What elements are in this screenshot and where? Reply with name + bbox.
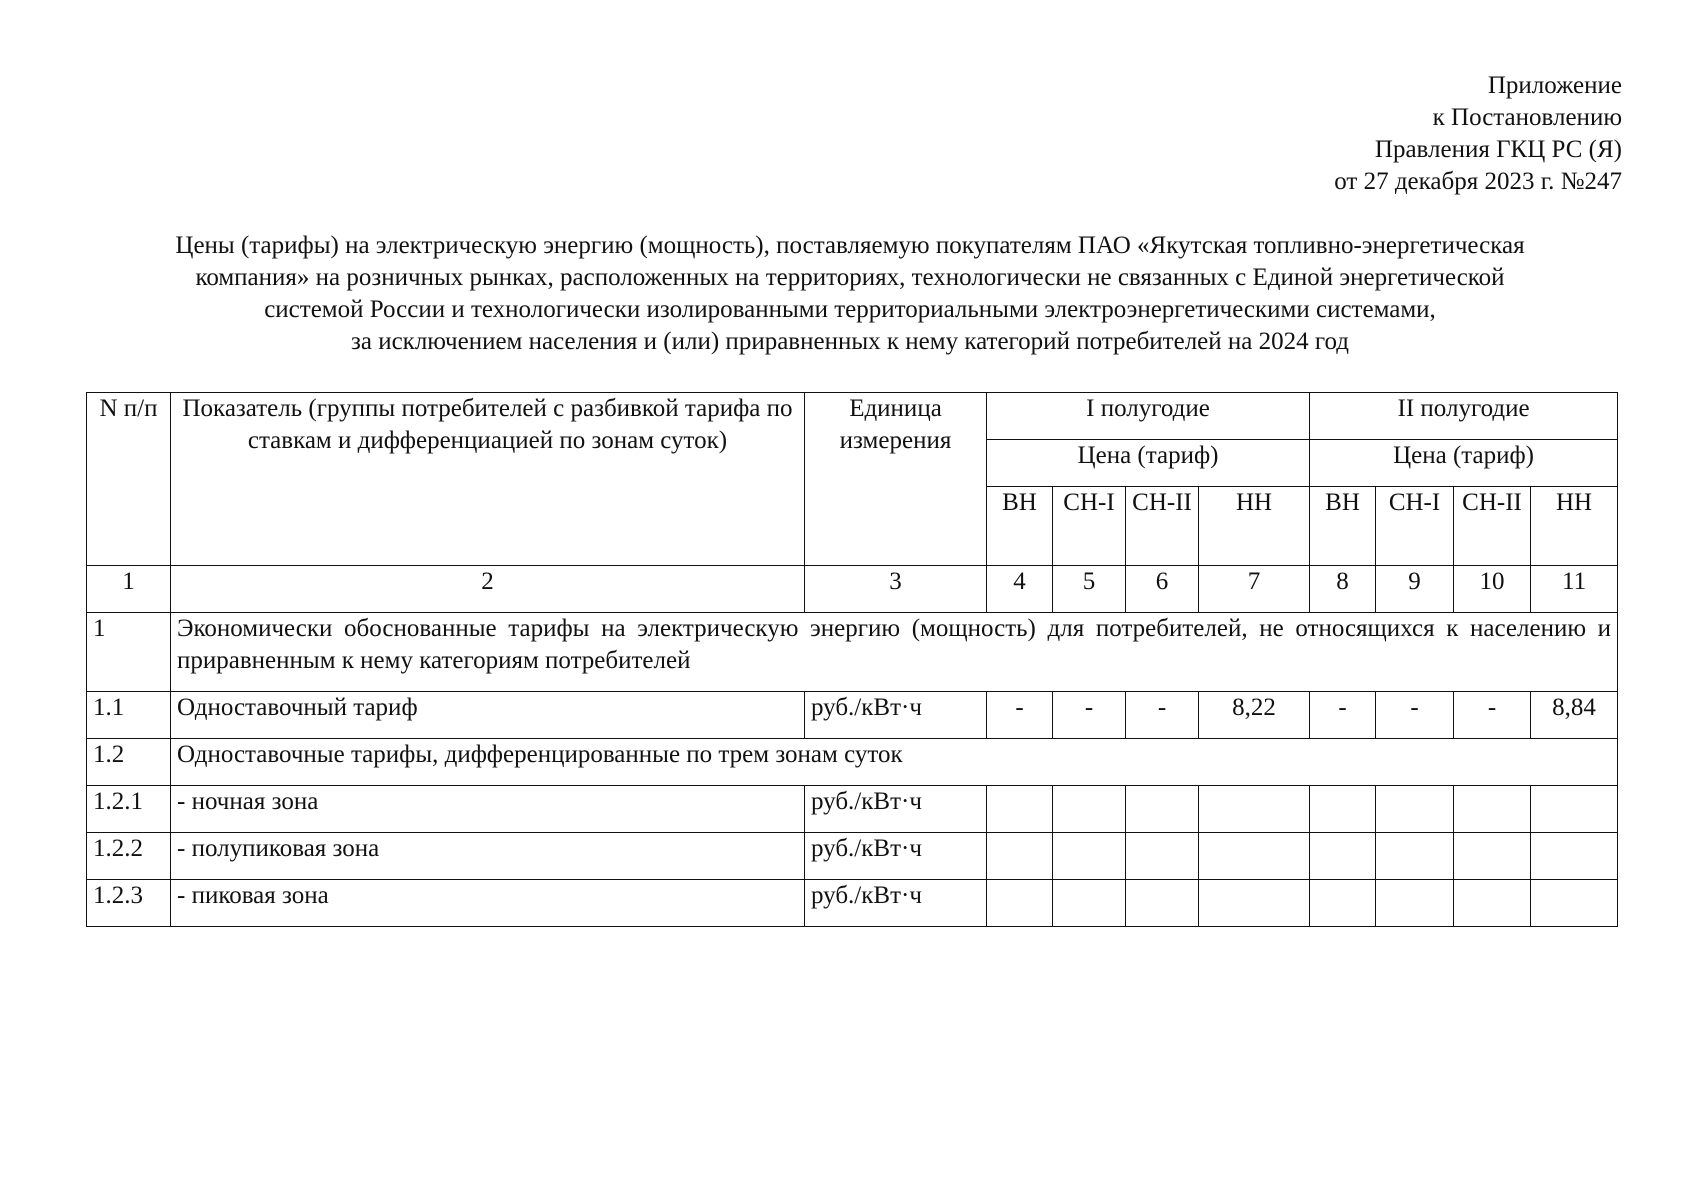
tariff-value	[987, 833, 1053, 880]
header-level: ВН	[987, 487, 1053, 566]
tariff-value	[1053, 880, 1126, 927]
tariff-value	[1126, 880, 1199, 927]
header-price2: Цена (тариф)	[1310, 440, 1618, 487]
tariff-value	[987, 880, 1053, 927]
column-number: 7	[1199, 566, 1310, 613]
row-number: 1	[87, 613, 171, 692]
tariff-value: -	[1376, 692, 1454, 739]
tariff-value: 8,22	[1199, 692, 1310, 739]
column-number: 3	[805, 566, 987, 613]
header-level: НН	[1199, 487, 1310, 566]
appendix-date-line: от 27 декабря 2023 г. №247	[1334, 168, 1622, 195]
table-row	[87, 880, 1618, 927]
tariff-value	[1053, 786, 1126, 833]
row-unit: руб./кВт·ч	[805, 786, 987, 833]
title-line: системой России и технологически изолированными территориальными электроэнергетическими системами,	[264, 296, 1436, 323]
appendix-line: к Постановлению	[1432, 104, 1622, 131]
tariff-value	[1126, 786, 1199, 833]
column-number: 2	[171, 566, 805, 613]
title-line: компания» на розничных рынках, расположенных на территориях, технологически не связанных с Единой энергетической	[195, 264, 1505, 291]
table-row	[87, 786, 1618, 833]
header-half1: I полугодие	[987, 393, 1310, 440]
row-unit: руб./кВт·ч	[805, 833, 987, 880]
header-level: СН-II	[1454, 487, 1531, 566]
tariff-value	[1376, 880, 1454, 927]
tariff-table	[86, 392, 1618, 927]
document-title	[85, 230, 1615, 358]
row-name: Одноставочный тариф	[171, 692, 805, 739]
tariff-value	[1310, 833, 1376, 880]
column-number: 8	[1310, 566, 1376, 613]
appendix-line: Приложение	[1487, 72, 1622, 99]
column-number: 1	[87, 566, 171, 613]
header-half2: II полугодие	[1310, 393, 1618, 440]
row-number: 1.1	[87, 692, 171, 739]
tariff-value	[1126, 833, 1199, 880]
row-name: - полупиковая зона	[171, 833, 805, 880]
tariff-value	[1454, 786, 1531, 833]
column-number-row	[87, 566, 1618, 613]
header-level: СН-I	[1053, 487, 1126, 566]
section-row	[87, 739, 1618, 786]
appendix-line: Правления ГКЦ РС (Я)	[1374, 136, 1622, 163]
header-level: СН-II	[1126, 487, 1199, 566]
column-number: 9	[1376, 566, 1454, 613]
row-name: - ночная зона	[171, 786, 805, 833]
title-line: за исключением населения и (или) приравненных к нему категорий потребителей на 2024 год	[350, 328, 1349, 355]
column-number: 6	[1126, 566, 1199, 613]
header-level: НН	[1531, 487, 1618, 566]
tariff-value	[1376, 786, 1454, 833]
tariff-value: -	[987, 692, 1053, 739]
tariff-value	[1376, 833, 1454, 880]
row-unit: руб./кВт·ч	[805, 692, 987, 739]
tariff-value	[1531, 880, 1618, 927]
tariff-value	[1454, 833, 1531, 880]
appendix-block	[1334, 70, 1622, 198]
row-number: 1.2	[87, 739, 171, 786]
header-level: ВН	[1310, 487, 1376, 566]
header-row	[87, 393, 1618, 440]
section-row	[87, 613, 1618, 692]
table-row	[87, 692, 1618, 739]
tariff-value: -	[1310, 692, 1376, 739]
tariff-value	[1199, 880, 1310, 927]
tariff-value	[1310, 880, 1376, 927]
tariff-value	[1454, 880, 1531, 927]
column-number: 10	[1454, 566, 1531, 613]
tariff-value: -	[1053, 692, 1126, 739]
tariff-value: -	[1126, 692, 1199, 739]
column-number: 5	[1053, 566, 1126, 613]
row-number: 1.2.1	[87, 786, 171, 833]
header-level: СН-I	[1376, 487, 1454, 566]
tariff-value	[1310, 786, 1376, 833]
tariff-value	[1531, 786, 1618, 833]
tariff-value	[987, 786, 1053, 833]
row-name: - пиковая зона	[171, 880, 805, 927]
table-row	[87, 833, 1618, 880]
tariff-value	[1199, 833, 1310, 880]
tariff-value	[1053, 833, 1126, 880]
section-text: Экономически обоснованные тарифы на электрическую энергию (мощность) для потребителей, не относящихся к населению и приравненным к нему категориям потребителей	[171, 613, 1618, 692]
section-text: Одноставочные тарифы, дифференцированные по трем зонам суток	[171, 739, 1618, 786]
header-indicator: Показатель (группы потребителей с разбивкой тарифа по ставкам и дифференциацией по зонам суток)	[171, 393, 805, 566]
row-unit: руб./кВт·ч	[805, 880, 987, 927]
column-number: 11	[1531, 566, 1618, 613]
column-number: 4	[987, 566, 1053, 613]
tariff-value	[1199, 786, 1310, 833]
header-price1: Цена (тариф)	[987, 440, 1310, 487]
tariff-value: -	[1454, 692, 1531, 739]
row-number: 1.2.3	[87, 880, 171, 927]
tariff-value: 8,84	[1531, 692, 1618, 739]
header-unit: Единица измерения	[805, 393, 987, 566]
header-num: N п/п	[87, 393, 171, 566]
tariff-value	[1531, 833, 1618, 880]
row-number: 1.2.2	[87, 833, 171, 880]
title-line: Цены (тарифы) на электрическую энергию (мощность), поставляемую покупателям ПАО «Якутская топливно-энергетическая	[175, 232, 1525, 259]
